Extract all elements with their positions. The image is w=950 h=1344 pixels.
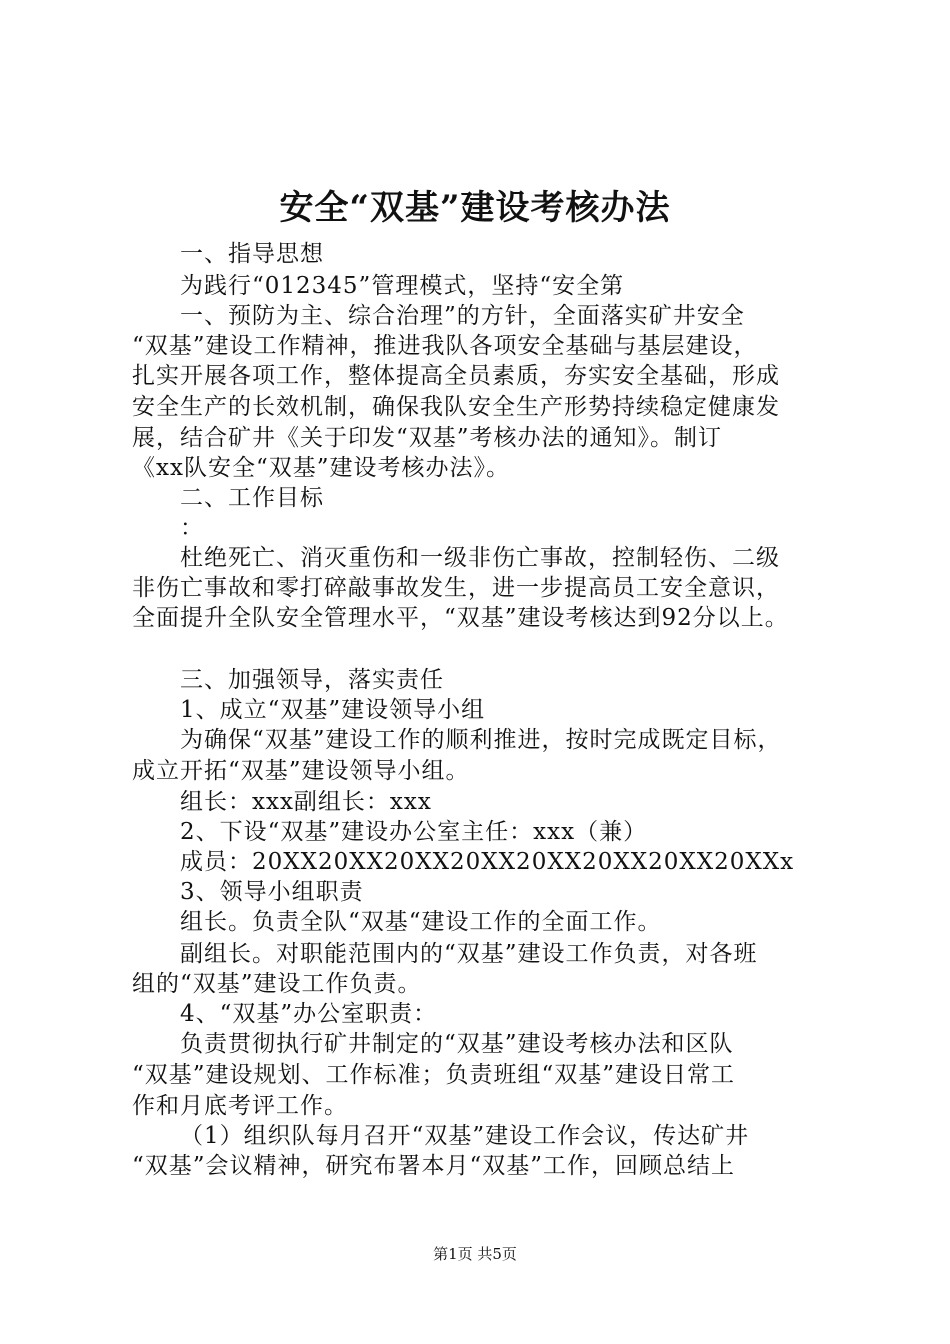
paragraph-line: 为确保“双基”建设工作的顺利推进，按时完成既定目标， (180, 727, 782, 753)
paragraph-line: 安全生产的长效机制，确保我队安全生产形势持续稳定健康发 (132, 394, 780, 420)
paragraph-line: “双基”会议精神，研究布署本月“双基”工作，回顾总结上 (132, 1153, 736, 1179)
subsection-heading: 2、下设“双基”建设办公室主任：xxx（兼） (180, 819, 648, 845)
paragraph-line: 成立开拓“双基”建设领导小组。 (132, 758, 470, 784)
paragraph-line: 组长。负责全队“双基“建设工作的全面工作。 (180, 909, 662, 935)
paragraph-line: 非伤亡事故和零打碎敲事故发生，进一步提高员工安全意识， (132, 575, 780, 601)
paragraph-line: 为践行“012345”管理模式，坚持“安全第 (180, 273, 625, 299)
paragraph-line: “双基”建设工作精神，推进我队各项安全基础与基层建设， (132, 333, 758, 359)
section-heading-1: 一、指导思想 (180, 241, 324, 267)
paragraph-line: 成员：20XX20XX20XX20XX20XX20XX20XX20XXx (180, 849, 795, 875)
page-footer: 第1页 共5页 (433, 1245, 517, 1263)
paragraph-line: 负责贯彻执行矿井制定的“双基”建设考核办法和区队 (180, 1031, 734, 1057)
paragraph-line: 副组长。对职能范围内的“双基”建设工作负责，对各班 (180, 941, 758, 967)
paragraph-line: ： (180, 515, 204, 541)
paragraph-line: “双基”建设规划、工作标准；负责班组“双基”建设日常工 (132, 1062, 736, 1088)
document-title: 安全“双基”建设考核办法 (279, 188, 671, 228)
paragraph-line: （1）组织队每月召开“双基”建设工作会议，传达矿井 (180, 1123, 750, 1149)
subsection-heading: 4、“双基”办公室职责： (180, 1001, 438, 1027)
paragraph-line: 展，结合矿井《关于印发“双基”考核办法的通知》。制订 (132, 425, 723, 451)
paragraph-line: 作和月底考评工作。 (132, 1093, 348, 1119)
paragraph-line: 一、预防为主、综合治理”的方针，全面落实矿井安全 (180, 303, 745, 329)
subsection-heading: 1、成立“双基”建设领导小组 (180, 697, 486, 723)
paragraph-line: 《xx队安全“双基”建设考核办法》。 (132, 455, 510, 481)
section-heading-3: 三、加强领导，落实责任 (180, 667, 444, 693)
paragraph-line: 杜绝死亡、消灭重伤和一级非伤亡事故，控制轻伤、二级 (180, 545, 780, 571)
section-heading-2: 二、工作目标 (180, 485, 324, 511)
paragraph-line: 扎实开展各项工作，整体提高全员素质，夯实安全基础，形成 (132, 363, 780, 389)
paragraph-line: 组长：xxx副组长：xxx (180, 789, 432, 815)
paragraph-line: 全面提升全队安全管理水平，“双基”建设考核达到92分以上。 (132, 605, 789, 631)
paragraph-line: 组的“双基”建设工作负责。 (132, 971, 422, 997)
subsection-heading: 3、领导小组职责 (180, 879, 364, 905)
